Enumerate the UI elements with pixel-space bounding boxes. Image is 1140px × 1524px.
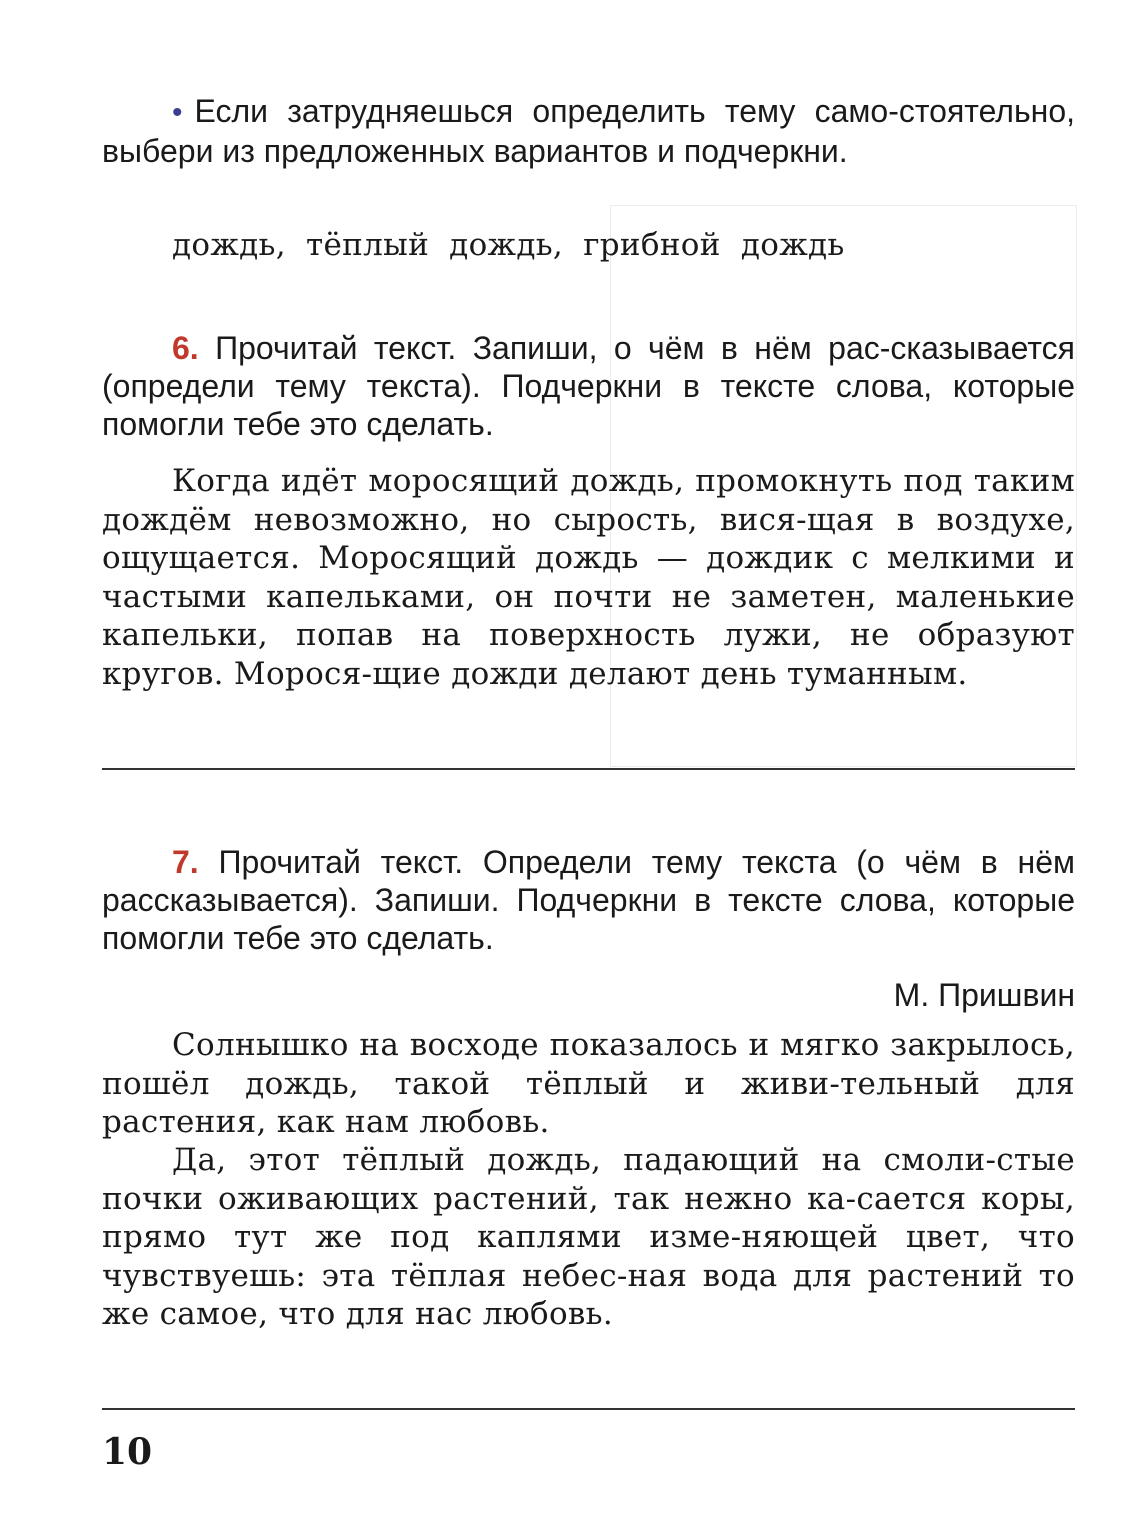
task-7-number: 7. bbox=[172, 844, 199, 880]
task-6-answer-line[interactable] bbox=[102, 768, 1075, 770]
task-7-instruction bbox=[102, 843, 1075, 957]
task-6-instruction-text: Прочитай текст. Запиши, о чём в нём рас-сказывается (определи тему текста). Подчеркни в тексте слова, которые помогли тебе это сделать. bbox=[102, 330, 1076, 442]
task-7-answer-line[interactable] bbox=[102, 1408, 1075, 1410]
topic-variants: дождь, тёплый дождь, грибной дождь bbox=[172, 227, 845, 263]
task-7-author: М. Пришвин bbox=[893, 977, 1075, 1013]
task-6-text: Когда идёт моросящий дождь, промокнуть под таким дождём невозможно, но сырость, вися-щая в воздухе, ощущается. Моросящий дождь — дождик с мелкими и частыми капельками, он почти не заметен, маленькие капельки, попав на поверхность лужи, не образуют кругов. Морося-щие дожди делают день туманным. bbox=[102, 463, 1075, 692]
task-6-instruction bbox=[102, 329, 1075, 443]
bullet-icon: • bbox=[172, 96, 183, 129]
task-6-number: 6. bbox=[172, 330, 199, 366]
task-7-paragraph-2: Да, этот тёплый дождь, падающий на смоли-стые почки оживающих растений, так нежно ка-сается коры, прямо тут же под каплями изме-няющей цвет, что чувствуешь: эта тёплая небес-ная вода для растений то же самое, что для нас любовь. bbox=[102, 1142, 1075, 1332]
task-7-instruction-text: Прочитай текст. Определи тему текста (о чём в нём рассказывается). Запиши. Подчеркни в тексте слова, которые помогли тебе это сделать. bbox=[102, 844, 1076, 956]
page-number: 10 bbox=[102, 1431, 153, 1473]
hint-paragraph bbox=[102, 92, 1075, 170]
hint-text: Если затрудняешься определить тему само-стоятельно, выбери из предложенных вариантов и подчеркни. bbox=[102, 93, 1075, 169]
task-7-paragraph-1: Солнышко на восходе показалось и мягко закрылось, пошёл дождь, такой тёплый и живи-тельный для растения, как нам любовь. bbox=[102, 1027, 1075, 1140]
